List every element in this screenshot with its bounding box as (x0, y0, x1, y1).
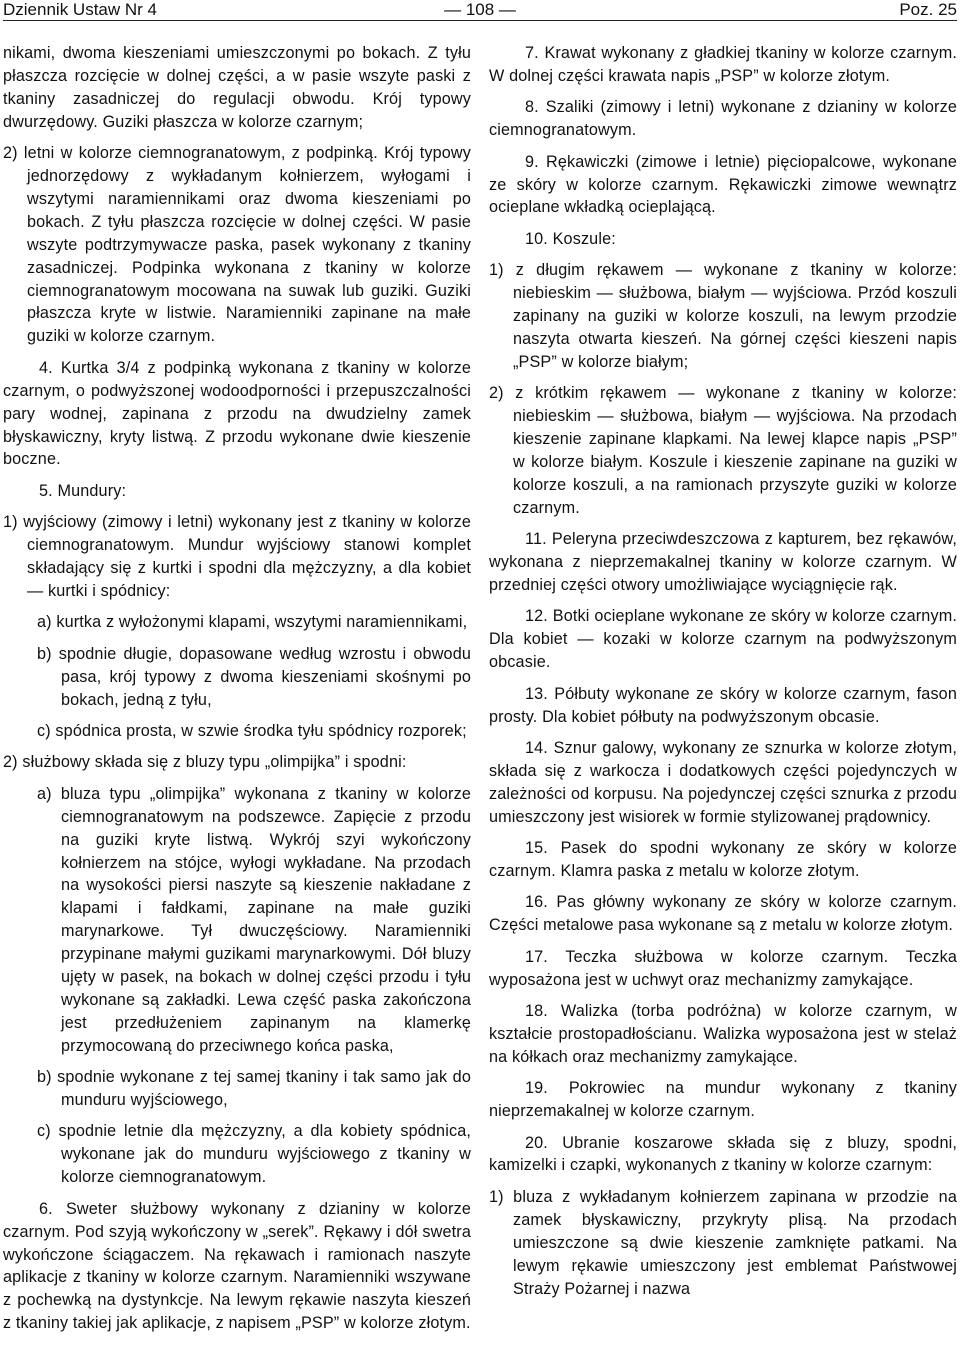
paragraph: 4. Kurtka 3/4 z podpinką wykonana z tkaniny w kolorze czarnym, o podwyższonej wodoodporności i przepuszczalności pary wodnej, zapinana z przodu na dwudzielny zamek błyskawiczny, kryty listwą. Z przodu wykonane dwie kieszenie boczne. (3, 358, 471, 469)
list-item: c) spodnie letnie dla mężczyzny, a dla kobiety spódnica, wykonane jak do munduru wyjściowego z tkaniny w kolorze ciemnogranatowym. (37, 1122, 471, 1187)
list-item: b) spodnie wykonane z tej samej tkaniny i tak samo jak do munduru wyjściowego, (37, 1068, 471, 1110)
paragraph: 7. Krawat wykonany z gładkiej tkaniny w kolorze czarnym. W dolnej części krawata napis „PSP” w kolorze złotym. (489, 44, 957, 85)
list-item: 1) bluza z wykładanym kołnierzem zapinana w przodzie na zamek błyskawiczny, przykryty plisą. Na przodach umieszczone są dwie kieszenie zamknięte patkami. Na lewym rękawie umieszczony jest emblemat Państwowej Straży Pożarnej i nazwa (489, 1187, 957, 1298)
paragraph: nikami, dwoma kieszeniami umieszczonymi po bokach. Z tyłu płaszcza rozcięcie w dolnej części, a w pasie wszyte paski z tkaniny zasadniczej do regulacji obwodu. Krój typowy dwurzędowy. Guziki płaszcza w kolorze czarnym; (3, 44, 471, 131)
paragraph: 6. Sweter służbowy wykonany z dzianiny w kolorze czarnym. Pod szyją wykończony w „serek”. Rękawy i dół swetra wykończone ściągaczem. Na rękawach i ramionach naszyte aplikacje z tkaniny w kolorze czarnym. Naramienniki wszywane z pochewką na dystynkcje. Na lewym rękawie naszyta kieszeń z tkaniny takiej jak aplikacje, z napisem „PSP” w kolorze złotym. (3, 1199, 471, 1333)
list-item: 1) z długim rękawem — wykonane z tkaniny w kolorze: niebieskim — służbowa, białym — wyjściowa. Przód koszuli zapinany na guziki w kolorze koszuli, na lewym przodzie naszyta otwarta kieszeń. Na górnej części kieszeni napis „PSP” w kolorze białym; (489, 261, 957, 371)
section-heading: 5. Mundury: (39, 481, 127, 500)
paragraph: 15. Pasek do spodni wykonany ze skóry w kolorze czarnym. Klamra paska z metalu w kolorze złotym. (489, 839, 957, 880)
paragraph: 14. Sznur galowy, wykonany ze sznurka w kolorze złotym, składa się z warkocza i dodatkowych części pojedynczych w zależności od korpusu. Na pojedynczej części sznurka z przodu umieszczony jest wisiorek w formie stylizowanej prądownicy. (489, 738, 957, 826)
right-column (489, 42, 957, 1300)
list-item: 2) służbowy składa się z bluzy typu „olimpijka” i spodni: (3, 753, 407, 772)
paragraph: 13. Półbuty wykonane ze skóry w kolorze czarnym, fason prosty. Dla kobiet półbuty na podwyższonym obcasie. (489, 684, 957, 726)
paragraph: 8. Szaliki (zimowy i letni) wykonane z dzianiny w kolorze ciemnogranatowym. (489, 98, 957, 140)
list-item: 1) wyjściowy (zimowy i letni) wykonany jest z tkaniny w kolorze ciemnogranatowym. Mundur wyjściowy stanowi komplet składający się z kurtki i spodni dla mężczyzny, a dla kobiet — kurtki i spódnicy: (3, 513, 471, 600)
position-number: Poz. 25 (899, 0, 957, 19)
paragraph: 12. Botki ocieplane wykonane ze skóry w kolorze czarnym. Dla kobiet — kozaki w kolorze czarnym na podwyższonym obcasie. (489, 607, 957, 672)
list-item: b) spodnie długie, dopasowane według wzrostu i obwodu pasa, krój typowy z dwoma kieszeniami skośnymi po bokach, jedną z tyłu, (37, 644, 471, 709)
list-item: 2) letni w kolorze ciemnogranatowym, z podpinką. Krój typowy jednorzędowy z wykładanym kołnierzem, wyłogami i wszytymi naramiennikami oraz dwoma kieszeniami po bokach. Z tyłu płaszcza rozcięcie w dolnej części. W pasie wszyte podtrzymywacze paska, pasek wykonany z tkaniny zasadniczej. Podpinka wykonana z tkaniny w kolorze ciemnogranatowym mocowana na suwak lub guziki. Guziki płaszcza kryte w listwie. Naramienniki zapinane na małe guziki w kolorze czarnym. (3, 144, 471, 346)
paragraph: 9. Rękawiczki (zimowe i letnie) pięciopalcowe, wykonane ze skóry w kolorze czarnym. Rękawiczki zimowe wewnątrz ocieplane wkładką ocieplającą. (489, 152, 957, 217)
journal-title: Dziennik Ustaw Nr 4 (3, 0, 157, 19)
paragraph: 16. Pas główny wykonany ze skóry w kolorze czarnym. Części metalowe pasa wykonane są z metalu w kolorze złotym. (489, 893, 957, 935)
paragraph: 18. Walizka (torba podróżna) w kolorze czarnym, w kształcie prostopadłościanu. Walizka wyposażona jest w stelaż na kółkach oraz mechanizmy zamykające. (489, 1002, 957, 1066)
paragraph: 11. Peleryna przeciwdeszczowa z kapturem, bez rękawów, wykonana z nieprzemakalnej tkaniny w kolorze czarnym. W przedniej części otwory umożliwiające wyciągnięcie rąk. (489, 530, 957, 595)
paragraph: 19. Pokrowiec na mundur wykonany z tkaniny nieprzemakalnej w kolorze czarnym. (489, 1079, 957, 1121)
list-item: c) spódnica prosta, w szwie środka tyłu spódnicy rozporek; (37, 721, 467, 740)
paragraph: 20. Ubranie koszarowe składa się z bluzy, spodni, kamizelki i czapki, wykonanych z tkaniny w kolorze czarnym: (489, 1133, 957, 1175)
paragraph: 17. Teczka służbowa w kolorze czarnym. Teczka wyposażona jest w uchwyt oraz mechanizmy zamykające. (489, 947, 957, 989)
header-rule (3, 20, 957, 21)
list-item: a) bluza typu „olimpijka” wykonana z tkaniny w kolorze ciemnogranatowym na podszewce. Zapięcie z przodu na guziki kryte listwą. Wykrój szyi wykończony kołnierzem na stójce, wyłogi wykładane. Na przodach na wysokości piersi naszyte są kieszenie nakładane z klapami i fałdkami, zapinane na małe guziki marynarkowe. Tył dwuczęściowy. Naramienniki przypinane małymi guzikami marynarkowymi. Dół bluzy ujęty w pasek, na bokach w dolnej części przodu i tyłu wykonane są zakładki. Lewa część paska zakończona jest przedłużeniem zapinanym na klamerkę przymocowaną do przeciwnego końca paska, (37, 784, 471, 1055)
left-column (3, 42, 471, 1335)
section-heading: 10. Koszule: (525, 229, 616, 248)
list-item: 2) z krótkim rękawem — wykonane z tkaniny w kolorze: niebieskim — służbowa, białym — wyjściowa. Na przodach kieszenie zapinane klapkami. Na lewej klapce napis „PSP” w kolorze białym. Koszule i kieszenie zapinane na guziki w kolorze koszuli, a na ramionach przyszyte guziki w kolorze czarnym. (489, 384, 957, 517)
page-number: — 108 — (444, 0, 516, 19)
list-item: a) kurtka z wyłożonymi klapami, wszytymi naramiennikami, (37, 613, 468, 632)
page-header (3, 0, 957, 20)
